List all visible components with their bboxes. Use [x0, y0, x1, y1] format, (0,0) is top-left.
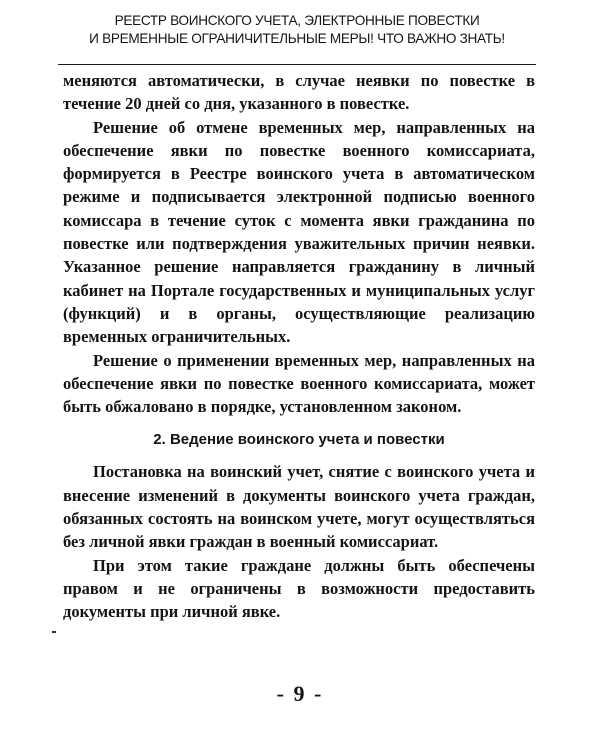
margin-mark	[52, 631, 56, 633]
header-divider	[58, 64, 536, 65]
running-header-line-2: И ВРЕМЕННЫЕ ОГРАНИЧИТЕЛЬНЫЕ МЕРЫ! ЧТО ВАЖНО ЗНАТЬ!	[89, 31, 505, 46]
section-heading: 2. Ведение воинского учета и повестки	[153, 431, 445, 449]
paragraph-cancel-measures: Решение об отмене временных мер, направленных на обеспечение явки по повестке военного комиссариата, формируется в Реестре воинского учета в автоматическом режиме и подписывается электронной подписью военного комиссара в течение суток с момента явки гражданина по повестке или подтверждения уважительных причин неявки. Указанное решение направляется гражданину в личный кабинет на Портале государственных и муниципальных услуг (функций) и в органы, осуществляющие реализацию временных ограничительных.	[63, 117, 535, 347]
paragraph-documents: При этом такие граждане должны быть обеспечены правом и не ограничены в возможности предоставить документы при личной явке.	[63, 555, 535, 622]
page-number: - 9 -	[276, 681, 324, 706]
body-text	[63, 69, 535, 624]
running-header	[56, 12, 538, 48]
paragraph-appeal: Решение о применении временных мер, направленных на обеспечение явки по повестке военного комиссариата, может быть обжаловано в порядке, установленном законом.	[63, 350, 535, 417]
paragraph-registration: Постановка на воинский учет, снятие с воинского учета и внесение изменений в документы воинского учета граждан, обязанных состоять на воинском учете, могут осуществляться без личной явки граждан в военный комиссариат.	[63, 462, 535, 552]
running-header-line-1: РЕЕСТР ВОИНСКОГО УЧЕТА, ЭЛЕКТРОННЫЕ ПОВЕСТКИ	[114, 13, 480, 28]
paragraph-continuation: меняются автоматически, в случае неявки по повестке в течение 20 дней со дня, указанного в повестке.	[63, 71, 535, 114]
